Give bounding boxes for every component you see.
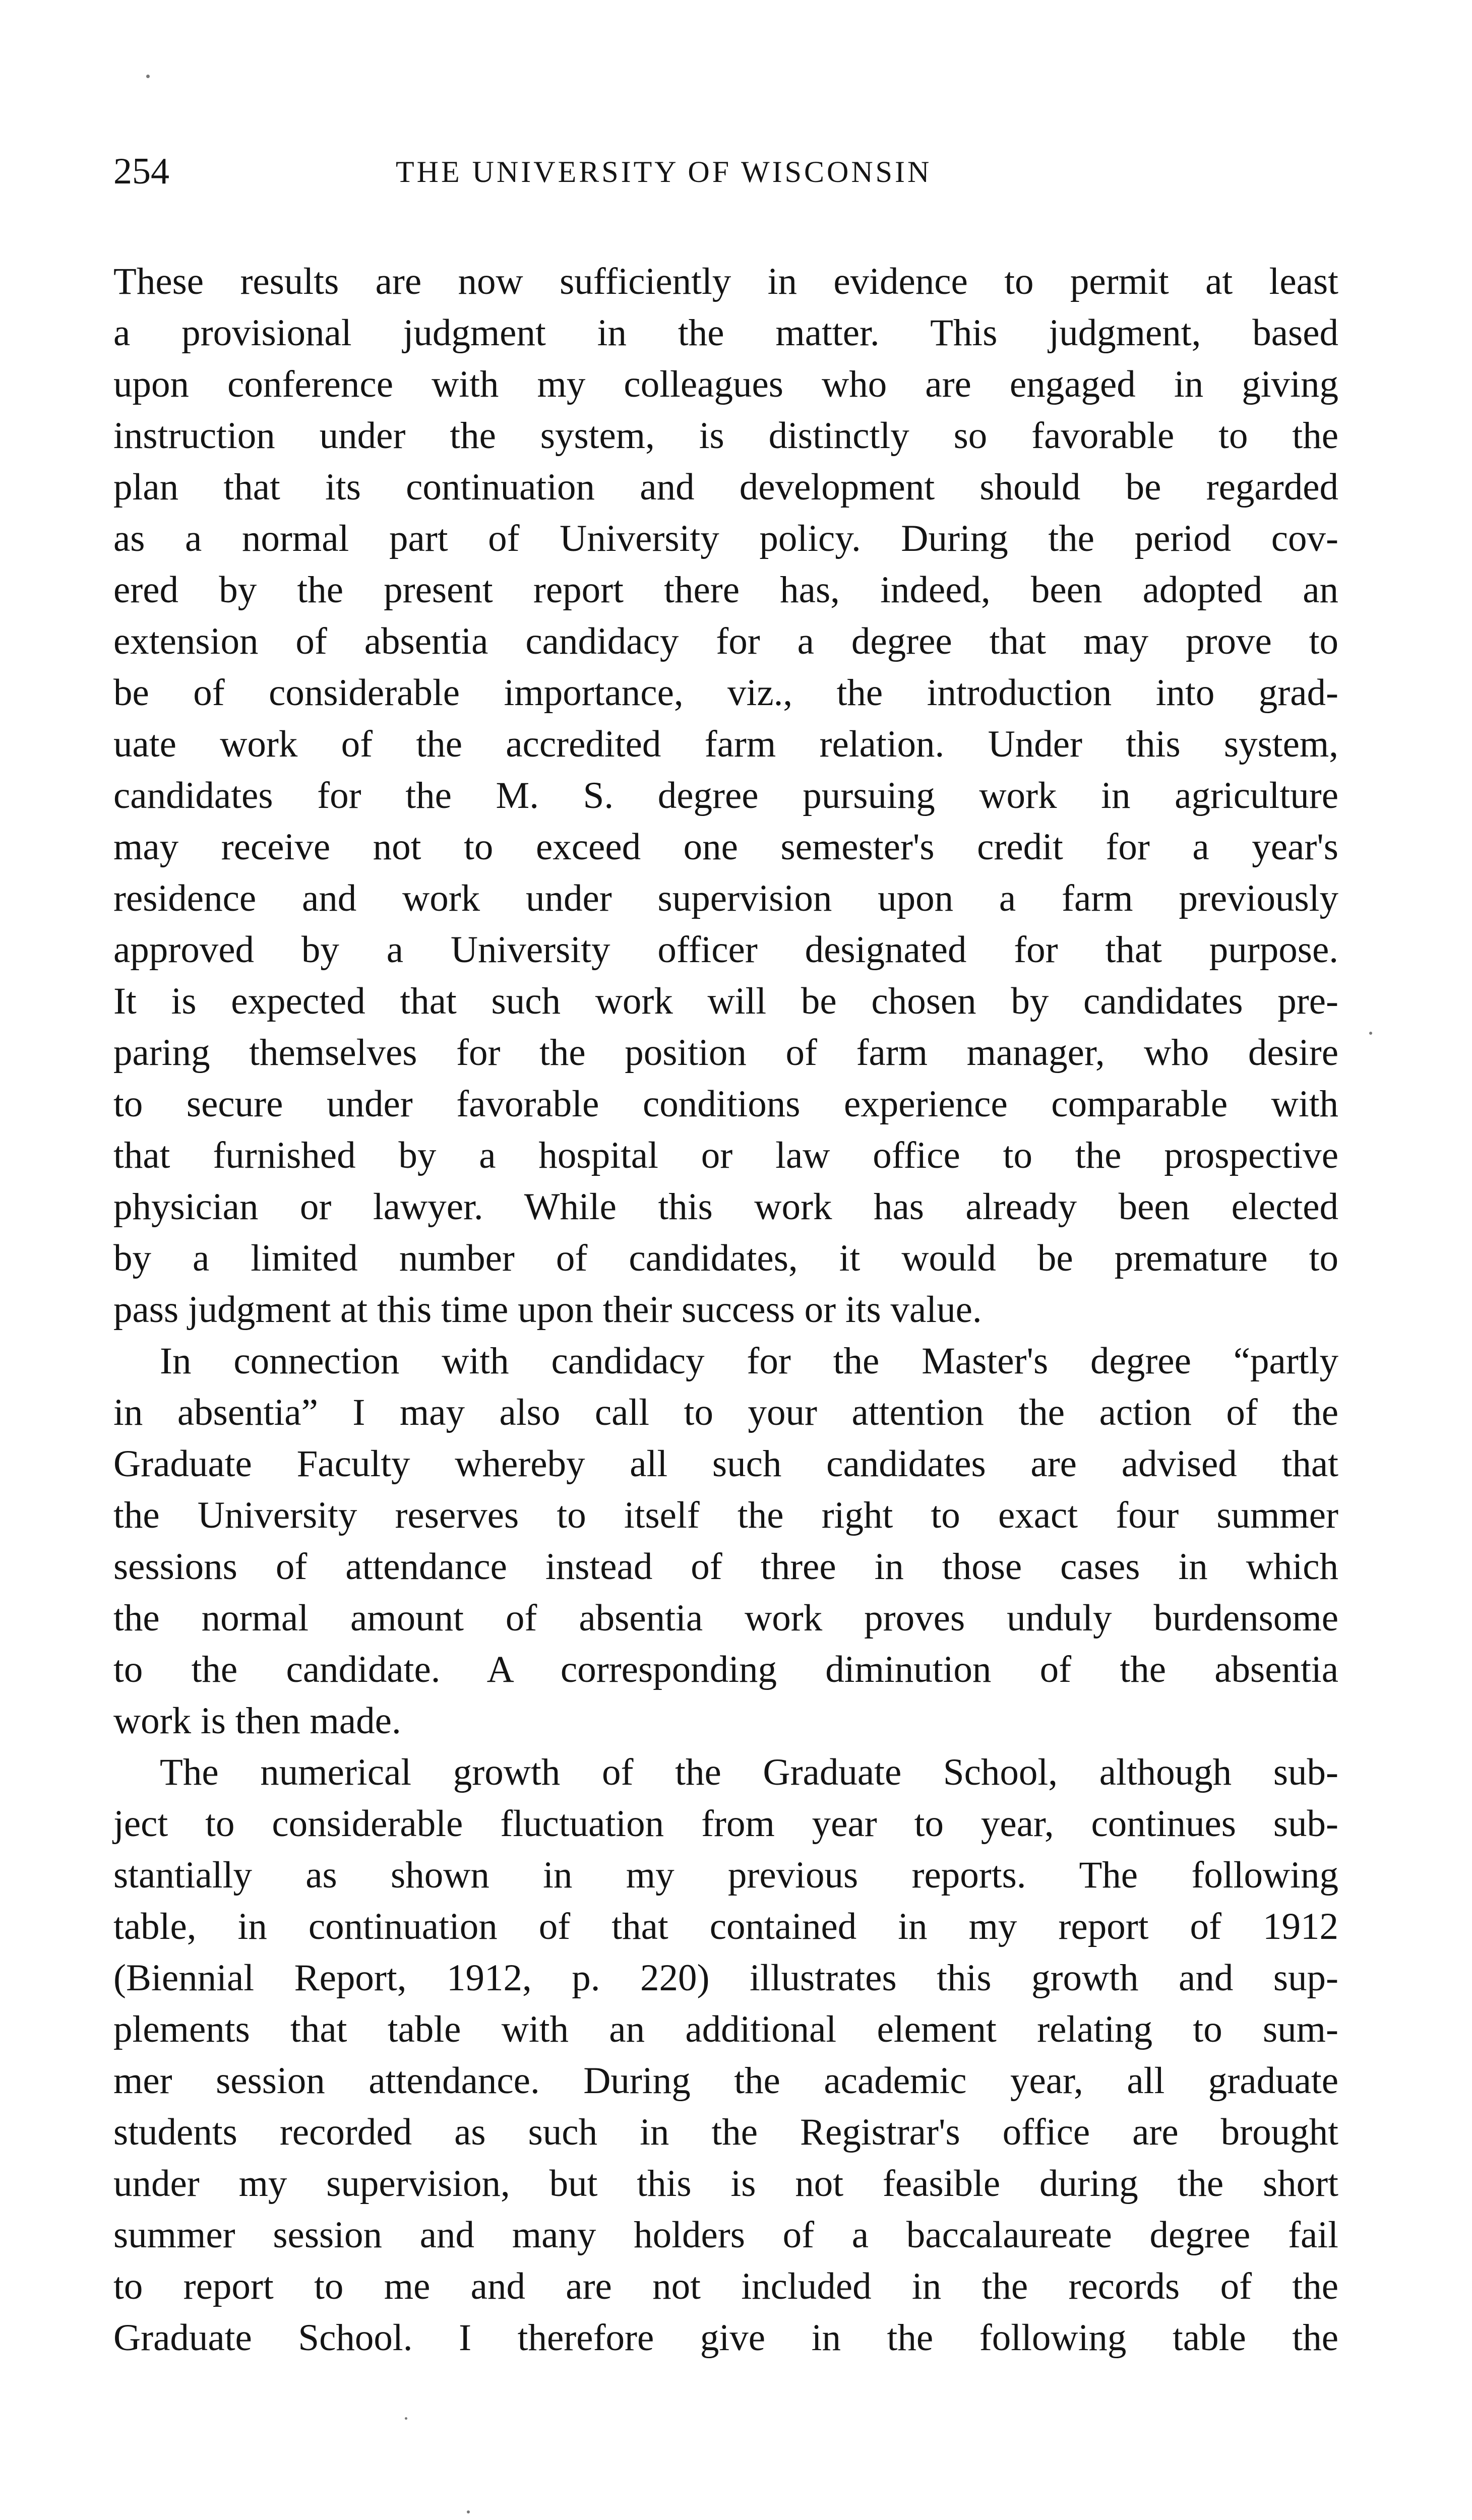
text-line: summer session and many holders of a baccalaureate degree fail <box>113 2214 1338 2256</box>
text-line: stantially as shown in my previous reports. The following <box>113 1854 1338 1896</box>
text-line: that furnished by a hospital or law office to the prospective <box>113 1135 1338 1176</box>
text-line: uate work of the accredited farm relation. Under this system, <box>113 723 1338 765</box>
text-line: pass judgment at this time upon their success or its value. <box>113 1289 982 1331</box>
text-line: extension of absentia candidacy for a degree that may prove to <box>113 620 1338 662</box>
text-line: In connection with candidacy for the Master's degree “partly <box>160 1340 1338 1382</box>
text-line: The numerical growth of the Graduate School, although sub- <box>160 1751 1338 1793</box>
paragraph <box>113 1747 1338 2364</box>
text-line: ered by the present report there has, indeed, been adopted an <box>113 569 1338 611</box>
text-line: approved by a University officer designated for that purpose. <box>113 929 1338 971</box>
running-head <box>113 151 1338 192</box>
scan-speck <box>1369 1032 1372 1035</box>
text-line: to secure under favorable conditions experience comparable with <box>113 1083 1338 1125</box>
text-line: Graduate School. I therefore give in the following table the <box>113 2317 1338 2359</box>
text-line: ject to considerable fluctuation from year to year, continues sub- <box>113 1803 1338 1845</box>
text-line: residence and work under supervision upon a farm previously <box>113 877 1338 919</box>
text-line: sessions of attendance instead of three in those cases in which <box>113 1546 1338 1588</box>
scan-speck <box>146 75 150 78</box>
text-line: These results are now sufficiently in evidence to permit at least <box>113 261 1338 302</box>
paragraph <box>113 1336 1338 1747</box>
text-line: plan that its continuation and development should be regarded <box>113 466 1338 508</box>
body-text <box>113 256 1338 2364</box>
text-line: under my supervision, but this is not feasible during the short <box>113 2163 1338 2204</box>
scan-speck <box>467 2510 470 2513</box>
paragraph <box>113 256 1338 1336</box>
text-line: as a normal part of University policy. During the period cov- <box>113 518 1338 559</box>
text-line: upon conference with my colleagues who are engaged in giving <box>113 363 1338 405</box>
text-line: work is then made. <box>113 1700 401 1742</box>
text-line: paring themselves for the position of farm manager, who desire <box>113 1032 1338 1074</box>
scan-speck <box>405 2417 407 2420</box>
text-line: be of considerable importance, viz., the introduction into grad- <box>113 672 1338 714</box>
text-line: (Biennial Report, 1912, p. 220) illustrates this growth and sup- <box>113 1957 1338 1999</box>
text-line: to the candidate. A corresponding diminution of the absentia <box>113 1649 1338 1690</box>
text-line: students recorded as such in the Registrar's office are brought <box>113 2111 1338 2153</box>
text-line: a provisional judgment in the matter. This judgment, based <box>113 312 1338 354</box>
text-line: in absentia” I may also call to your attention the action of the <box>113 1392 1338 1433</box>
text-line: Graduate Faculty whereby all such candidates are advised that <box>113 1443 1338 1485</box>
text-line: table, in continuation of that contained in my report of 1912 <box>113 1906 1338 1947</box>
running-title: THE UNIVERSITY OF WISCONSIN <box>396 155 932 188</box>
text-line: It is expected that such work will be chosen by candidates pre- <box>113 980 1338 1022</box>
text-line: the University reserves to itself the right to exact four summer <box>113 1494 1338 1536</box>
text-line: to report to me and are not included in the records of the <box>113 2265 1338 2307</box>
text-line: plements that table with an additional element relating to sum- <box>113 2008 1338 2050</box>
text-line: by a limited number of candidates, it would be premature to <box>113 1237 1338 1279</box>
text-line: may receive not to exceed one semester's credit for a year's <box>113 826 1338 868</box>
text-line: physician or lawyer. While this work has already been elected <box>113 1186 1338 1228</box>
text-line: candidates for the M. S. degree pursuing work in agriculture <box>113 775 1338 816</box>
text-line: mer session attendance. During the academic year, all graduate <box>113 2060 1338 2102</box>
page-number: 254 <box>113 151 169 192</box>
text-line: the normal amount of absentia work proves unduly burdensome <box>113 1597 1338 1639</box>
text-line: instruction under the system, is distinctly so favorable to the <box>113 415 1338 457</box>
